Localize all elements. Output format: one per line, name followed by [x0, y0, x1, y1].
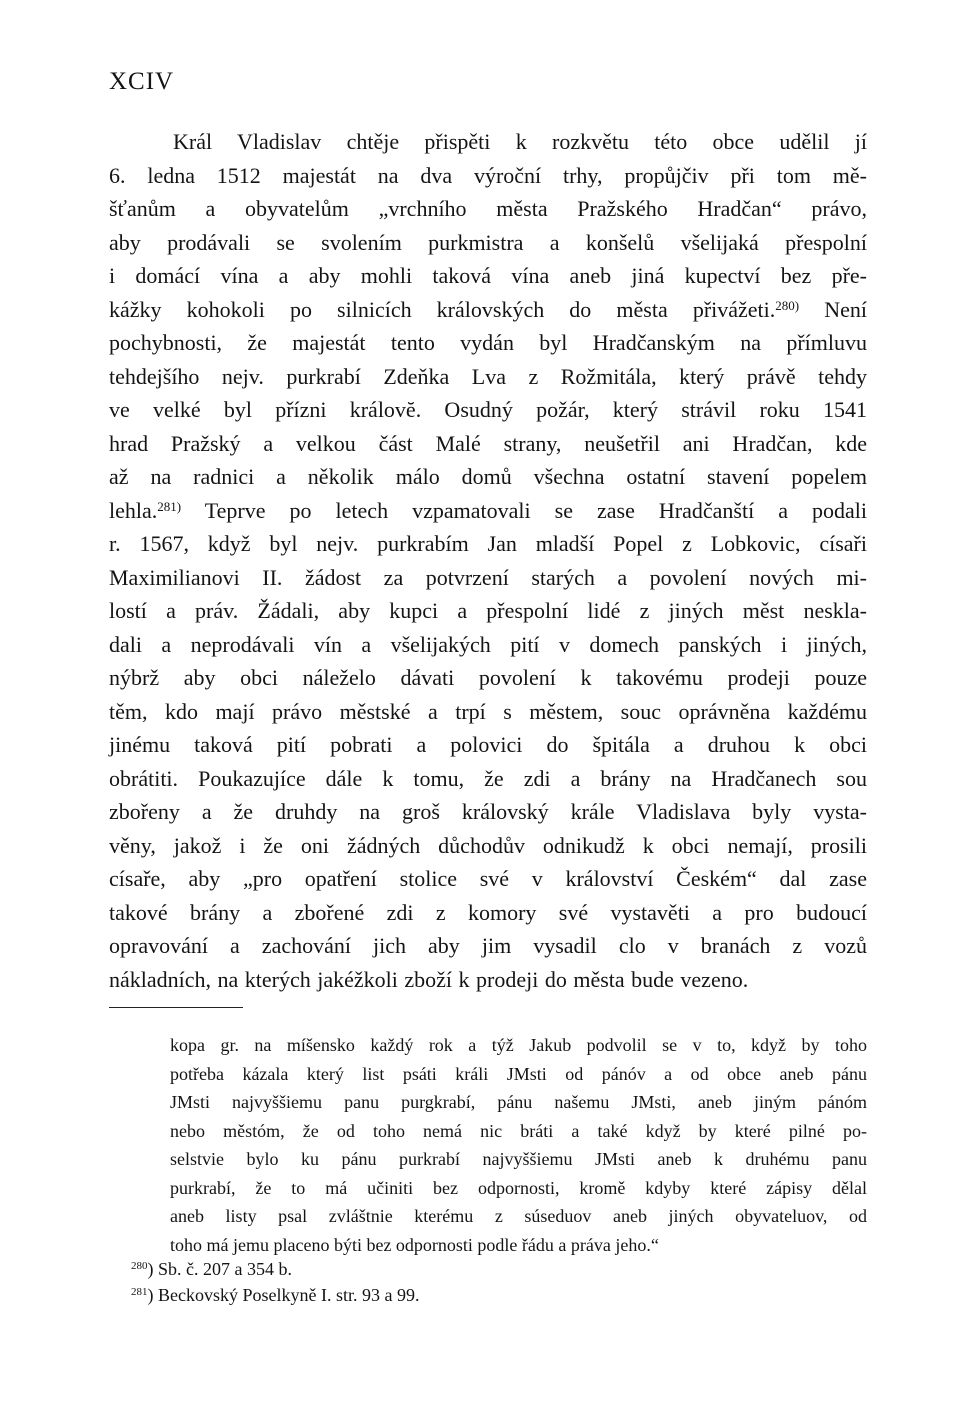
footnote-reference-281[interactable]: 281)	[157, 498, 182, 514]
body-line: Maximilianovi II. žádost za potvrzení starých a povolení nových mi-	[109, 564, 867, 590]
body-line: takové brány a zbořené zdi z komory své vystavěti a pro budoucí	[109, 899, 867, 925]
body-line-text: lehla.	[109, 497, 158, 523]
body-line	[109, 494, 867, 528]
body-line: lostí a práv. Žádali, aby kupci a přespolní lidé z jiných měst neskla-	[109, 598, 867, 623]
footnote-quote-line: nebo městóm, že od toho nemá nic bráti a také když by které pilné po-	[170, 1120, 867, 1141]
body-line: i domácí vína a aby mohli taková vína aneb jiná kupectví bez pře-	[109, 263, 867, 288]
body-line: r. 1567, když byl nejv. purkrabím Jan mladší Popel z Lobkovic, císaři	[109, 531, 867, 556]
body-line: aby prodávali se svolením purkmistra a konšelů všelijaká přespolní	[109, 229, 867, 255]
body-line-text: Teprve po letech vzpamatovali se zase Hradčanští a podali	[181, 497, 867, 523]
body-line: nýbrž aby obci náleželo dávati povolení k takovému prodeji pouze	[109, 665, 867, 690]
body-line: šťanům a obyvatelům „vrchního města Pražského Hradčan“ právo,	[109, 196, 867, 221]
footnote-quote-line: selstvie bylo ku pánu purkrabí najvyššiemu JMsti aneb k druhému panu	[170, 1149, 867, 1169]
body-line: dali a neprodávali vín a všelijakých pití v domech panských i jiných,	[109, 631, 867, 657]
footnote-text: Sb. č. 207 a 354 b.	[153, 1259, 292, 1279]
footnote-quote-line: kopa gr. na míšensko každý rok a týž Jakub podvolil se v to, když by toho	[170, 1035, 867, 1055]
body-line: císaře, aby „pro opatření stolice své v království Českém“ dal zase	[109, 866, 867, 891]
footnote-number: 281	[131, 1286, 148, 1298]
footnote-paren: )	[147, 1259, 154, 1279]
footnote-reference-280[interactable]: 280)	[775, 297, 800, 313]
body-line: opravování a zachování jich aby jim vysadil clo v branách z vozů	[109, 933, 867, 958]
footnote-quote-line: JMsti najvyššiemu panu purgkrabí, pánu našemu JMsti, aneb jiným pánóm	[170, 1092, 867, 1112]
body-line: tehdejšího nejv. purkrabí Zdeňka Lva z Rožmitála, který právě tehdy	[109, 363, 867, 389]
body-line: až na radnici a několik málo domů všechna ostatní stavení popelem	[109, 464, 867, 489]
body-line: těm, kdo mají právo městské a trpí s městem, souc oprávněna každému	[109, 698, 867, 724]
body-line: jinému taková pití pobrati a polovici do špitála a druhou k obci	[109, 732, 867, 757]
footnote-quote-line: toho má jemu placeno býti bez odpornosti podle řádu a práva jeho.“	[170, 1234, 659, 1255]
body-line: Král Vladislav chtěje přispěti k rozkvětu této obce udělil jí	[173, 129, 867, 154]
body-line: ve velké byl přízni královĕ. Osudný požár, který strávil roku 1541	[109, 397, 867, 422]
footnote-quote-line: purkrabí, že to má učiniti bez odpornosti, kromě kdyby které zápisy dělal	[170, 1177, 867, 1198]
footnote-280	[131, 1256, 292, 1282]
body-line: zbořeny a že druhdy na groš královský krále Vladislava byly vysta-	[109, 799, 867, 824]
footnote-text: Beckovský Poselkyně I. str. 93 a 99.	[153, 1285, 420, 1305]
footnote-separator	[109, 1007, 243, 1008]
footnote-paren: )	[147, 1285, 154, 1305]
footnote-number: 280	[131, 1260, 148, 1272]
footnote-quote-line: aneb listy psal zvláštnie kterému z súseduov aneb jiných obyvateluov, od	[170, 1206, 867, 1226]
body-line: věny, jakož i že oni žádných důchodův odnikudž k obci nemají, prosili	[109, 832, 867, 858]
footnote-quote-line: potřeba kázala který list psáti králi JMsti od pánóv a od obce aneb pánu	[170, 1063, 867, 1084]
footnote-281	[131, 1282, 419, 1308]
body-line-text: kážky kohokoli po silnicích královských do města přivážeti.	[109, 296, 776, 322]
body-paragraph	[109, 125, 867, 996]
body-line: nákladních, na kterých jakéžkoli zboží k prodeji do města bude vezeno.	[109, 966, 749, 992]
body-line-text: Není	[799, 296, 867, 322]
page-number: XCIV	[109, 68, 175, 95]
continued-footnote-quote	[170, 1031, 867, 1259]
body-line: obrátiti. Poukazujíce dále k tomu, že zdi a brány na Hradčanech sou	[109, 765, 867, 791]
body-line	[109, 293, 867, 327]
body-line: 6. ledna 1512 majestát na dva výroční trhy, propůjčiv při tom mě-	[109, 162, 867, 188]
body-line: pochybnosti, že majestát tento vydán byl Hradčanským na přímluvu	[109, 330, 867, 355]
body-line: hrad Pražský a velkou část Malé strany, neušetřil ani Hradčan, kde	[109, 430, 867, 456]
